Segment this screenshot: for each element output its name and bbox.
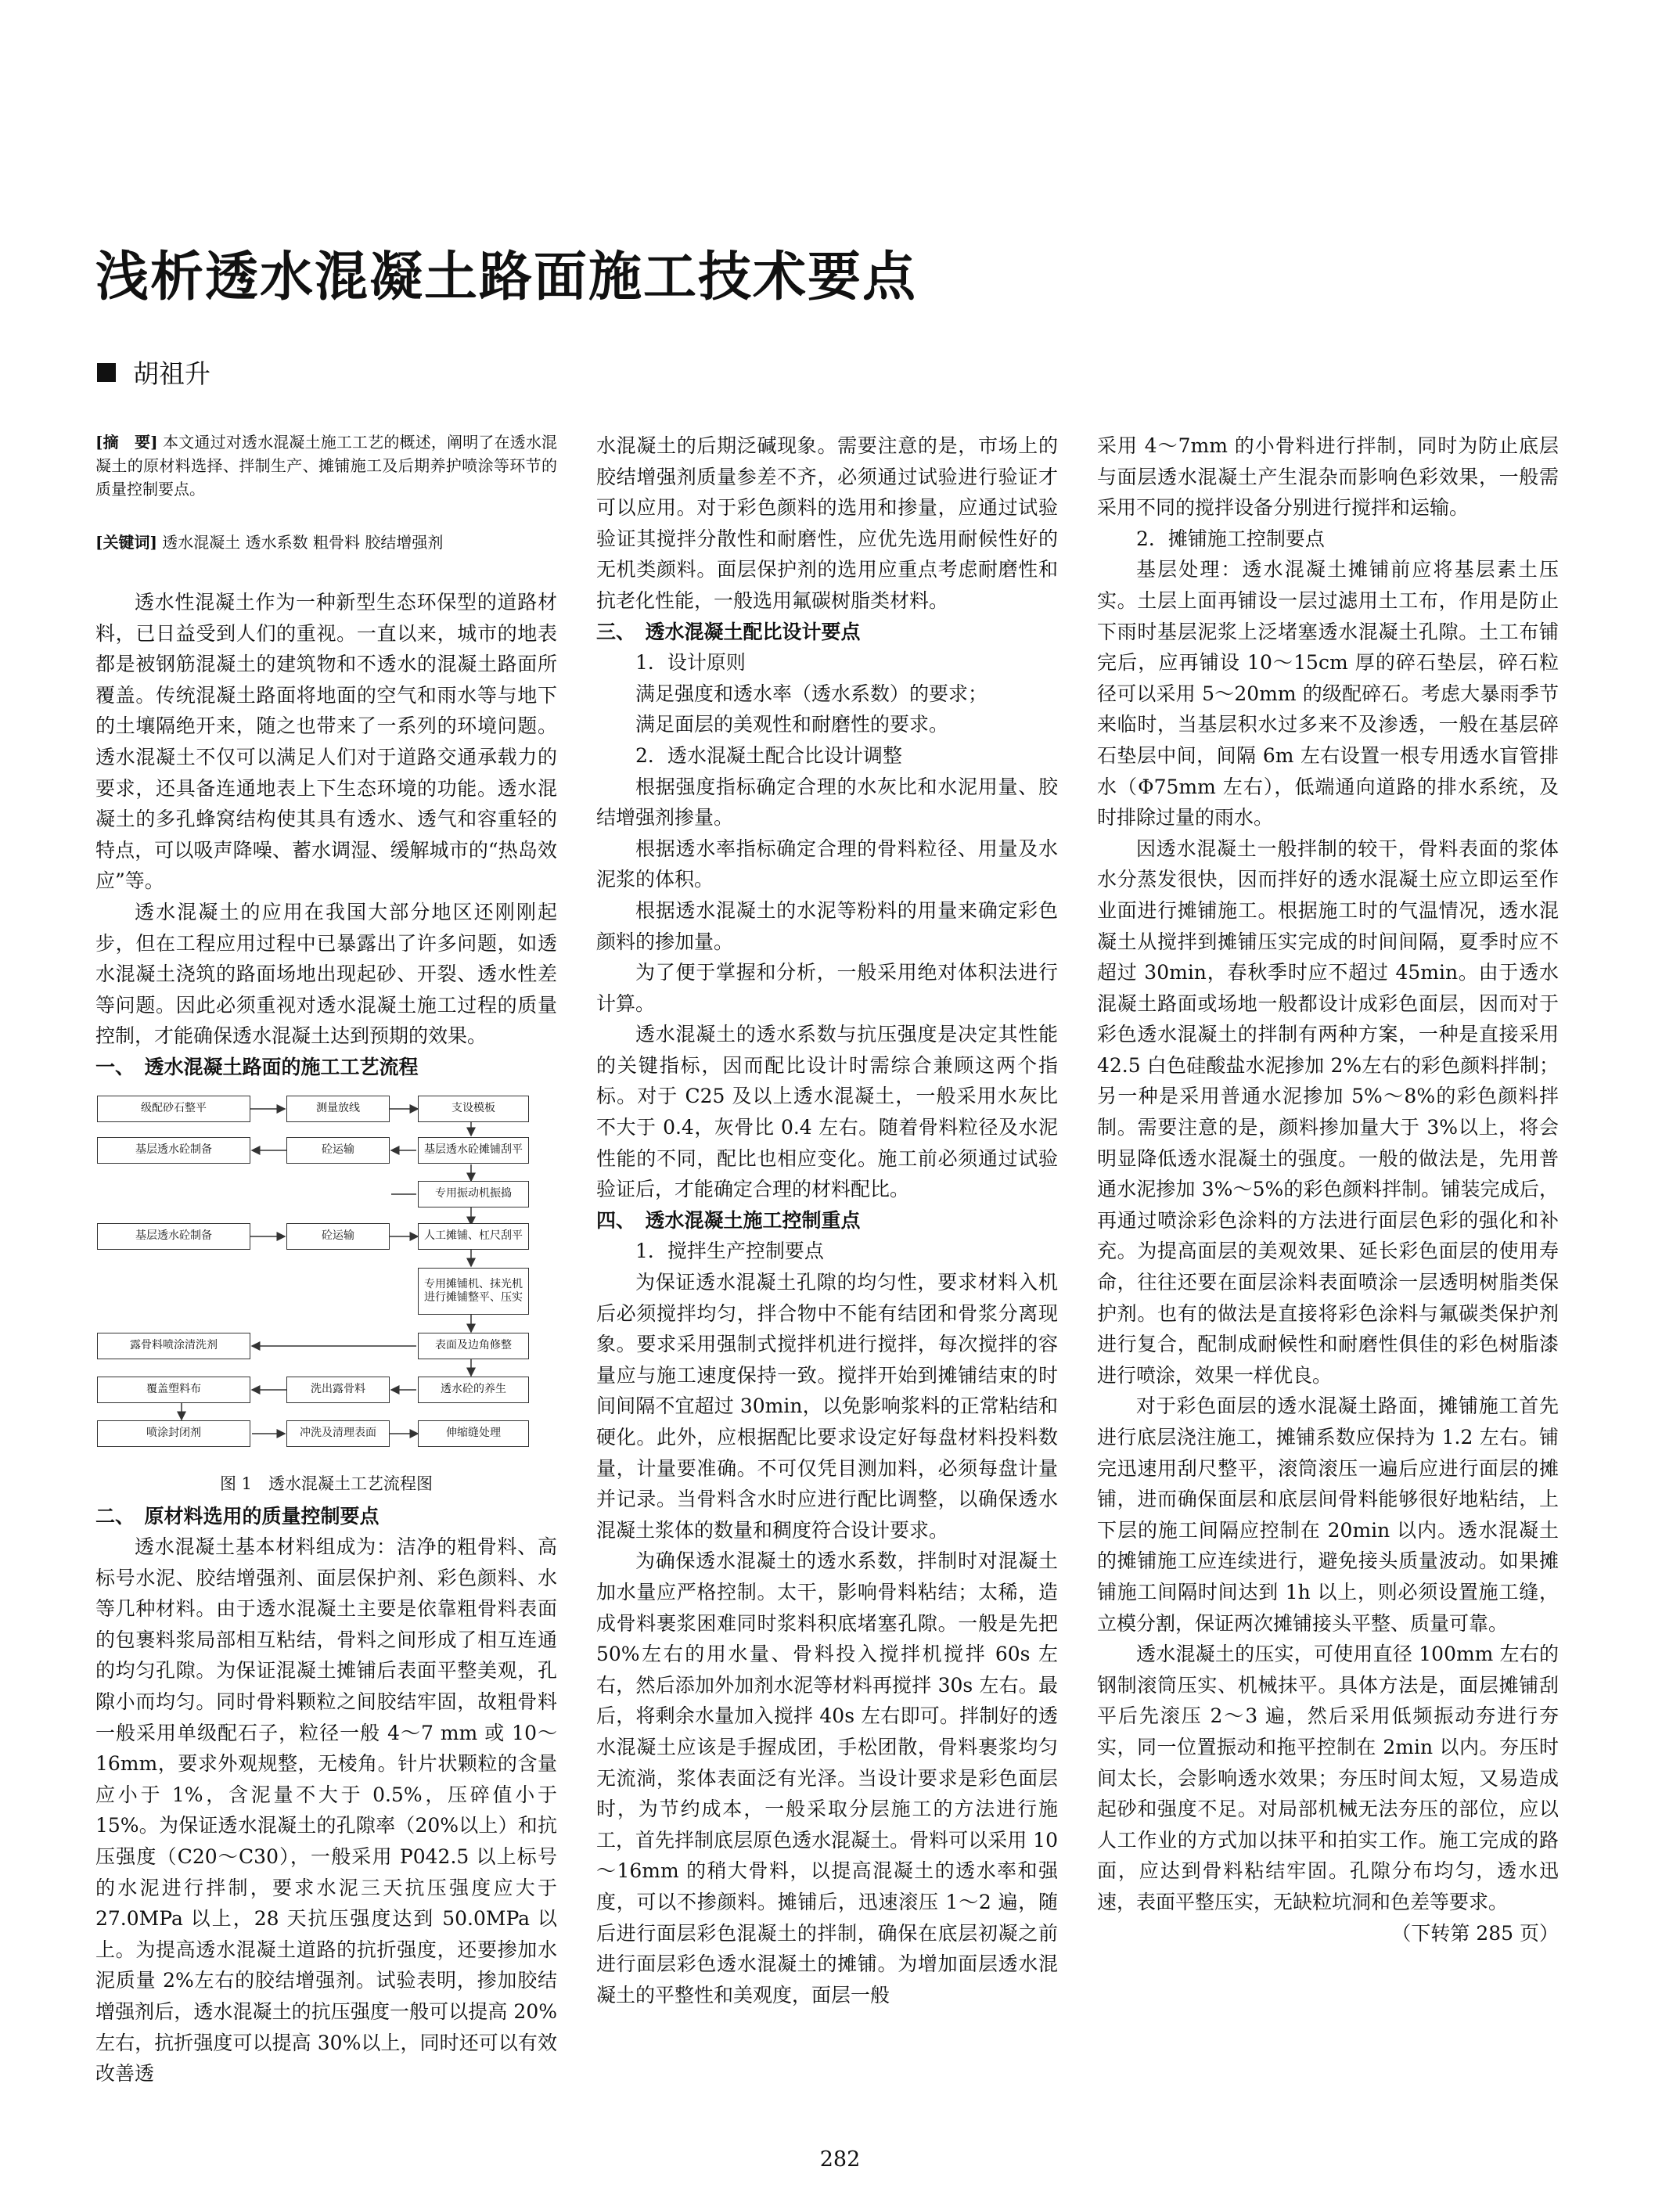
process-flowchart [95,1089,559,1528]
paragraph: 对于彩色面层的透水混凝土路面，摊铺施工首先进行底层浇注施工，摊铺系数应保持为 1.2 左右。铺完迅速用刮尺整平，滚筒滚压一遍后应进行面层的摊铺，进而确保面层和底层间骨料能够很好地粘结，上下层的施工间隔应控制在 20min 以内。透水混凝土的摊铺施工应连续进行，避免接头质量波动。如果摊铺施工间隔时间达到 1h 以上，则必须设置施工缝，立模分割，保证两次摊铺接头平整、质量可靠。 [1097,1395,1559,1635]
flow-step: 覆盖塑料布 [97,1377,250,1403]
paragraph: 透水混凝土基本材料组成为：洁净的粗骨料、高标号水泥、胶结增强剂、面层保护剂、彩色颜料、水等几种材料。由于透水混凝土主要是依靠粗骨料表面的包裹料浆局部相互粘结，骨料之间形成了相互连通的均匀孔隙。为保证混凝土摊铺后表面平整美观，孔隙小而均匀。同时骨料颗粒之间胶结牢固，故粗骨料一般采用单级配石子，粒径一般 4～7 mm 或 10～16mm，要求外观规整，无棱角。针片状颗粒的含量应小于 1%，含泥量不大于 0.5%，压碎值小于 15%。为保证透水混凝土的孔隙率（20%以上）和抗压强度（C20～C30），一般采用 P042.5 以上标号的水泥进行拌制，要求水泥三天抗压强度应大于 27.0MPa 以上，28 天抗压强度达到 50.0MPa 以上。为提高透水混凝土道路的抗折强度，还要掺加水泥质量 2%左右的胶结增强剂。试验表明，掺加胶结增强剂后，透水混凝土的抗压强度一般可以提高 20%左右，抗折强度可以提高 30%以上，同时还可以有效改善透 [95,1535,557,2086]
flow-step: 砼运输 [286,1137,390,1164]
paragraph: 根据透水率指标确定合理的骨料粒径、用量及水泥浆的体积。 [596,837,1058,891]
subheading: 2．摊铺施工控制要点 [1136,527,1325,550]
paragraph: 基层处理：透水混凝土摊铺前应将基层素土压实。土层上面再铺设一层过滤用土工布，作用是防止下雨时基层泥浆上泛堵塞透水混凝土孔隙。土工布铺完后，应再铺设 10～15cm 厚的碎石垫层，碎石粒径可以采用 5～20mm 的级配碎石。考虑大暴雨季节来临时，当基层积水过多来不及渗透，一般在基层碎石垫层中间，间隔 6m 左右设置一根专用透水盲管排水（Φ75mm 左右），低端通向道路的排水系统，及时排除过量的雨水。 [1097,558,1559,830]
flow-step: 喷涂封闭剂 [97,1420,250,1447]
flow-step: 测量放线 [286,1096,390,1122]
subheading: 2．透水混凝土配合比设计调整 [635,743,902,767]
flow-step: 人工摊铺、杠尺刮平 [418,1223,529,1250]
section-heading-2: 二、 原材料选用的质量控制要点 [95,1504,380,1528]
section-heading-4: 四、 透水混凝土施工控制重点 [596,1208,861,1232]
paragraph: 根据强度指标确定合理的水灰比和水泥用量、胶结增强剂掺量。 [596,775,1058,830]
flow-step: 支设模板 [418,1096,529,1122]
column-1 [95,430,557,2089]
page-number: 282 [819,2147,861,2172]
flow-step: 洗出露骨料 [286,1377,390,1403]
article-title: 浅析透水混凝土路面施工技术要点 [95,247,918,308]
flow-step: 专用振动机振捣 [418,1181,529,1207]
paragraph: 根据透水混凝土的水泥等粉料的用量来确定彩色颜料的掺加量。 [596,898,1058,953]
flow-step: 伸缩缝处理 [418,1420,529,1447]
flow-step: 基层透水砼制备 [97,1223,250,1250]
abstract [95,430,557,501]
paragraph: 水混凝土的后期泛碱现象。需要注意的是，市场上的胶结增强剂质量参差不齐，必须通过试验进行验证才可以应用。对于彩色颜料的选用和掺量，应通过试验验证其搅拌分散性和耐磨性，应优先选用耐候性好的无机类颜料。面层保护剂的选用应重点考虑耐磨性和抗老化性能，一般选用氟碳树脂类材料。 [596,434,1058,612]
paragraph: 因透水混凝土一般拌制的较干，骨料表面的浆体水分蒸发很快，因而拌好的透水混凝土应立即运至作业面进行摊铺施工。根据施工时的气温情况，透水混凝土从搅拌到摊铺压实完成的时间间隔，夏季时应不超过 30min，春秋季时应不超过 45min。由于透水混凝土路面或场地一般都设计成彩色面层，因而对于彩色透水混凝土的拌制有两种方案，一种是直接采用 42.5 白色硅酸盐水泥掺加 2%左右的彩色颜料拌制；另一种是采用普通水泥掺加 5%～8%的彩色颜料拌制。需要注意的是，颜料掺加量大于 3%以上，将会明显降低透水混凝土的强度。一般的做法是，先用普通水泥掺加 3%～5%的彩色颜料拌制。铺装完成后，再通过喷涂彩色涂料的方法进行面层色彩的强化和补充。为提高面层的美观效果、延长彩色面层的使用寿命，往往还要在面层涂料表面喷涂一层透明树脂类保护剂。也有的做法是直接将彩色涂料与氟碳类保护剂进行复合，配制成耐候性和耐磨性俱佳的彩色树脂漆进行喷涂，效果一样优良。 [1097,837,1559,1387]
paragraph: 透水混凝土的应用在我国大部分地区还刚刚起步，但在工程应用过程中已暴露出了许多问题，如透水混凝土浇筑的路面场地出现起砂、开裂、透水性差等问题。因此必须重视对透水混凝土施工过程的质量控制，才能确保透水混凝土达到预期的效果。 [95,900,557,1048]
abstract-text: 本文通过对透水混凝土施工工艺的概述，阐明了在透水混凝土的原材料选择、拌制生产、摊铺施工及后期养护喷涂等环节的质量控制要点。 [95,433,558,498]
continued-note: （下转第 285 页） [1391,1921,1559,1945]
paragraph: 采用 4～7mm 的小骨料进行拌制，同时为防止底层与面层透水混凝土产生混杂而影响色彩效果，一般需采用不同的搅拌设备分别进行搅拌和运输。 [1097,434,1559,520]
paragraph: 为确保透水混凝土的透水系数，拌制时对混凝土加水量应严格控制。太干，影响骨料粘结；太稀，造成骨料裹浆困难同时浆料积底堵塞孔隙。一般是先把 50%左右的用水量、骨料投入搅拌机搅拌 60s 左右，然后添加外加剂水泥等材料再搅拌 30s 左右。最后，将剩余水量加入搅拌 40s 左右即可。拌制好的透水混凝土应该是手握成团，手松团散，骨料裹浆均匀无流淌，浆体表面泛有光泽。当设计要求是彩色面层时，为节约成本，一般采取分层施工的方法进行施工，首先拌制底层原色透水混凝土。骨料可以采用 10～16mm 的稍大骨料，以提高混凝土的透水率和强度，可以不掺颜料。摊铺后，迅速滚压 1～2 遍，随后进行面层彩色混凝土的拌制，确保在底层初凝之前进行面层彩色透水混凝土的摊铺。为增加面层透水混凝土的平整性和美观度，面层一般 [596,1549,1058,2006]
paragraph: 为了便于掌握和分析，一般采用绝对体积法进行计算。 [596,961,1058,1015]
subheading: 1．搅拌生产控制要点 [635,1240,824,1263]
section-heading-3: 三、 透水混凝土配比设计要点 [596,620,861,643]
keywords-label: [关键词] [95,533,157,552]
flow-step: 透水砼的养生 [418,1377,529,1403]
paragraph: 透水性混凝土作为一种新型生态环保型的道路材料，已日益受到人们的重视。一直以来，城市的地表都是被钢筋混凝土的建筑物和不透水的混凝土路面所覆盖。传统混凝土路面将地面的空气和雨水等与地下的土壤隔绝开来，随之也带来了一系列的环境问题。透水混凝土不仅可以满足人们对于道路交通承载力的要求，还具备连通地表上下生态环境的功能。透水混凝土的多孔蜂窝结构使其具有透水、透气和容重轻的特点，可以吸声降噪、蓄水调湿、缓解城市的“热岛效应”等。 [95,591,557,893]
figure-caption: 图 1 透水混凝土工艺流程图 [219,1474,433,1493]
author-name: 胡祖升 [133,358,210,389]
keywords-text: 透水混凝土 透水系数 粗骨料 胶结增强剂 [162,533,444,552]
flow-step: 砼运输 [286,1223,390,1250]
column-3 [1097,430,1559,1949]
flow-step: 露骨料喷涂清洗剂 [97,1333,250,1359]
subheading: 1．设计原则 [635,651,746,675]
square-bullet-icon [97,363,116,382]
flow-step: 基层透水砼摊铺刮平 [418,1137,529,1164]
flow-step: 专用摊铺机、抹光机进行摊铺整平、压实 [418,1268,529,1315]
flow-step: 冲洗及清理表面 [286,1420,390,1447]
flow-step: 基层透水砼制备 [97,1137,250,1164]
paragraph: 为保证透水混凝土孔隙的均匀性，要求材料入机后必须搅拌均匀，拌合物中不能有结团和骨浆分离现象。要求采用强制式搅拌机进行搅拌，每次搅拌的容量应与施工速度保持一致。搅拌开始到摊铺结束的时间间隔不宜超过 30min，以免影响浆料的正常粘结和硬化。此外，应根据配比要求设定好每盘材料投料数量，计量要准确。不可仅凭目测加料，必须每盘计量并记录。当骨料含水时应进行配比调整，以确保透水混凝土浆体的数量和稠度符合设计要求。 [596,1271,1058,1542]
paragraph: 透水混凝土的透水系数与抗压强度是决定其性能的关键指标，因而配比设计时需综合兼顾这两个指标。对于 C25 及以上透水混凝土，一般采用水灰比不大于 0.4，灰骨比 0.4 左右。随着骨料粒径及水泥性能的不同，配比也相应变化。施工前必须通过试验验证后，才能确定合理的材料配比。 [596,1023,1058,1201]
section-heading-1: 一、 透水混凝土路面的施工工艺流程 [95,1055,419,1078]
paragraph: 满足强度和透水率（透水系数）的要求； [635,682,988,705]
paragraph: 透水混凝土的压实，可使用直径 100mm 左右的钢制滚筒压实、机械抹平。具体方法是，面层摊铺刮平后先滚压 2～3 遍，然后采用低频振动夯进行夯实，同一位置振动和拖平控制在 2min 以内。夯压时间太长，会影响透水效果；夯压时间太短，又易造成起砂和强度不足。对局部机械无法夯压的部位，应以人工作业的方式加以抹平和拍实工作。施工完成的路面，应达到骨料粘结牢固。孔隙分布均匀，透水迅速，表面平整压实，无缺粒坑洞和色差等要求。 [1097,1643,1559,1913]
paragraph: 满足面层的美观性和耐磨性的要求。 [635,713,949,736]
keywords [95,531,557,554]
column-2 [596,430,1058,2010]
flow-step: 表面及边角修整 [418,1333,529,1359]
author-line [97,354,210,390]
abstract-label: [摘 要] [95,433,158,452]
flow-step: 级配砂石整平 [97,1096,250,1122]
